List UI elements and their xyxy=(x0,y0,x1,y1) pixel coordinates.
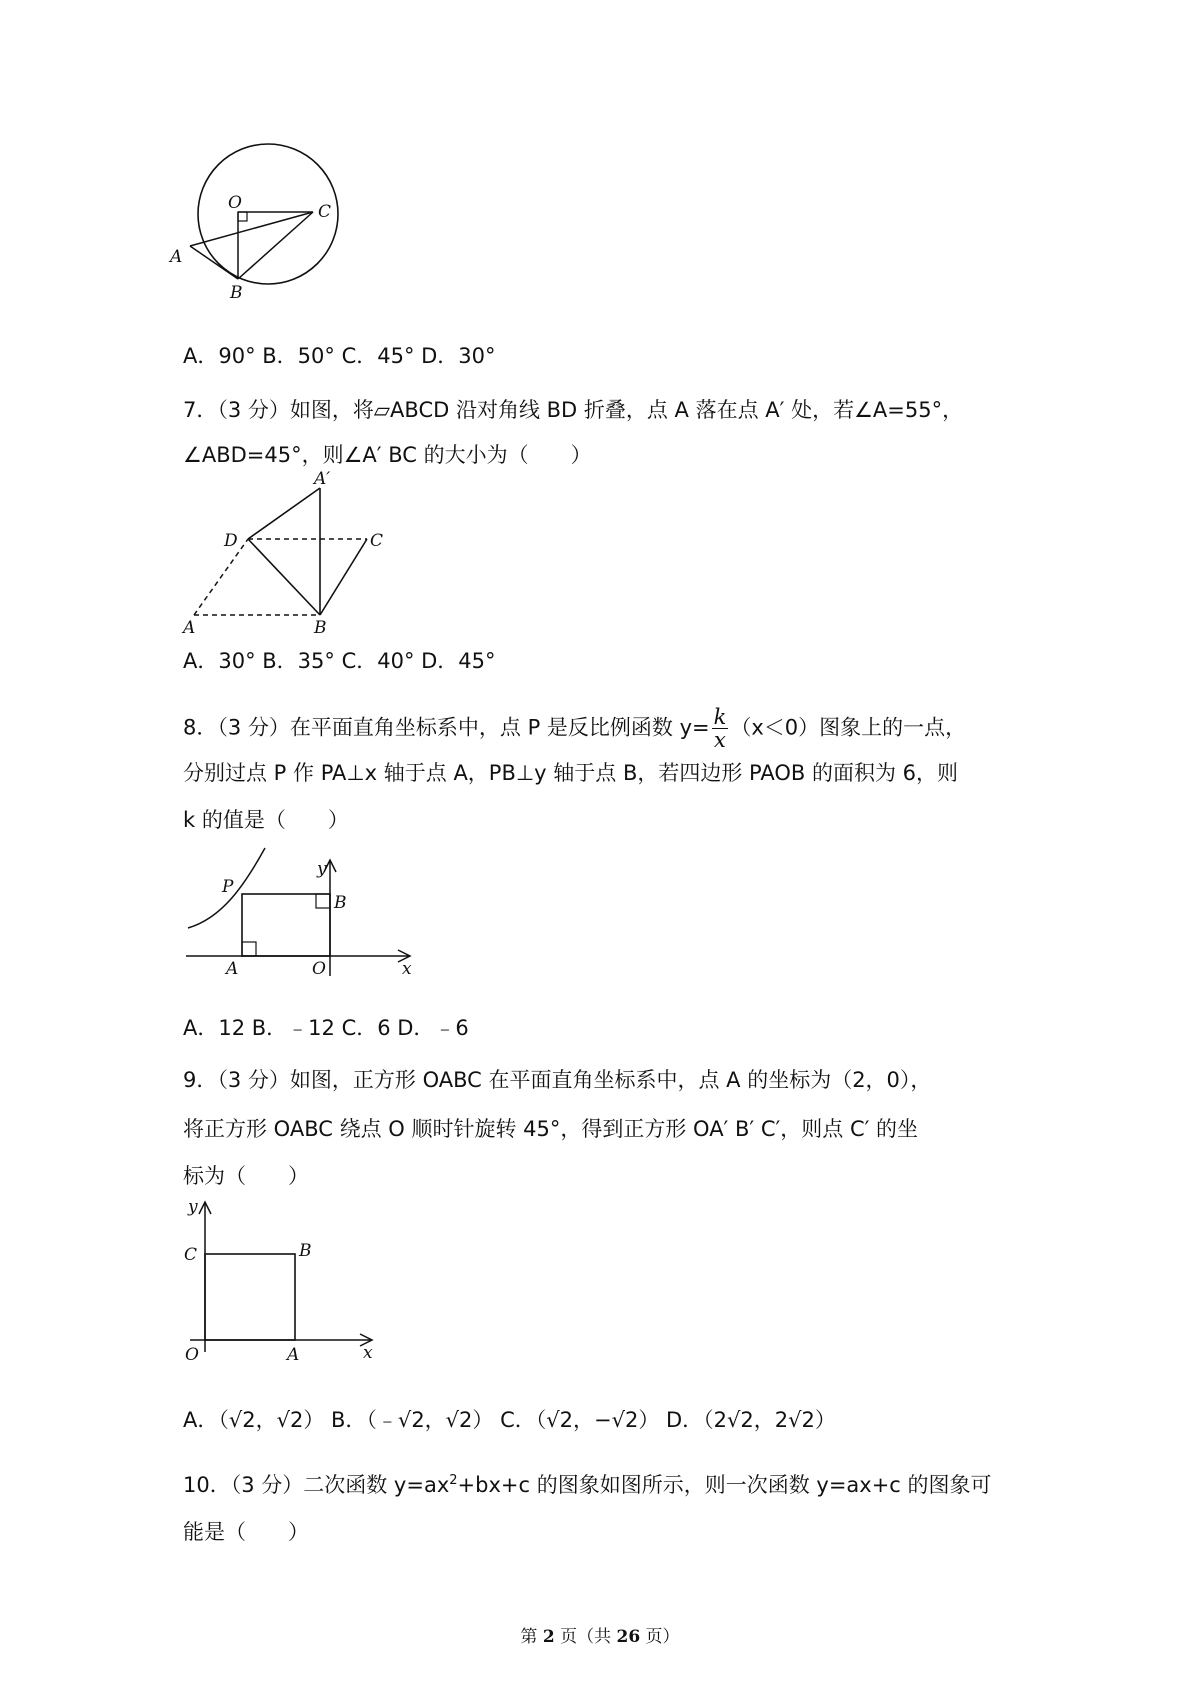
q8-coordinate-figure xyxy=(182,846,422,981)
q10-stem-line1-pre: 10．（3 分）二次函数 y=ax xyxy=(183,1473,450,1497)
footer-post: 页） xyxy=(640,1627,680,1647)
q8-stem-line1-pre: 8．（3 分）在平面直角坐标系中，点 P 是反比例函数 y= xyxy=(183,715,710,740)
q9-stem-line1: 9．（3 分）如图，正方形 OABC 在平面直角坐标系中，点 A 的坐标为（2，0）， xyxy=(183,1068,932,1092)
label-O: O xyxy=(228,193,242,213)
label-B: B xyxy=(334,893,347,913)
q8-fraction-denominator: x xyxy=(714,728,726,752)
label-y: y xyxy=(317,859,327,879)
q9-options: A．（√2，√2） B．（﹣√2，√2） C．（√2，−√2） D．（2√2，2√2） xyxy=(183,1408,836,1432)
footer-mid: 页（共 xyxy=(554,1627,617,1647)
q8-stem-line1-post: （x＜0）图象上的一点， xyxy=(730,715,967,740)
label-A: A xyxy=(287,1345,300,1365)
q8-fraction-numerator: k xyxy=(713,705,727,729)
label-C: C xyxy=(318,202,332,222)
label-A: A xyxy=(170,247,183,267)
q6-options: A．90° B．50° C．45° D．30° xyxy=(183,344,496,368)
q8-stem-line1 xyxy=(183,706,966,751)
label-C: C xyxy=(184,1245,198,1265)
q7-parallelogram-figure xyxy=(180,469,400,640)
label-A: A xyxy=(183,618,196,638)
q10-stem-line1 xyxy=(183,1466,992,1500)
footer-pre: 第 xyxy=(520,1627,543,1647)
q7-stem-line2: ∠ABD=45°，则∠A′ BC 的大小为（ ） xyxy=(183,443,592,467)
q8-options: A．12 B．﹣12 C．6 D．﹣6 xyxy=(183,1016,469,1040)
label-A-prime: A′ xyxy=(314,469,331,489)
q9-stem-line3: 标为（ ） xyxy=(183,1164,309,1188)
q10-exponent: 2 xyxy=(449,1473,458,1488)
footer-total-pages: 26 xyxy=(616,1627,641,1647)
label-C: C xyxy=(370,531,384,551)
q8-stem-line3: k 的值是（ ） xyxy=(183,808,349,832)
q9-square-figure xyxy=(180,1192,380,1372)
label-P: P xyxy=(222,877,234,897)
label-x: x xyxy=(363,1343,373,1363)
label-x: x xyxy=(402,959,412,979)
q10-stem-line1-post: +bx+c 的图象如图所示，则一次函数 y=ax+c 的图象可 xyxy=(457,1473,992,1497)
label-D: D xyxy=(224,531,238,551)
label-A: A xyxy=(226,959,239,979)
label-B: B xyxy=(299,1241,312,1261)
page-footer xyxy=(0,1622,1200,1647)
q9-stem-line2: 将正方形 OABC 绕点 O 顺时针旋转 45°，得到正方形 OA′ B′ C′，则点 C′ 的坐 xyxy=(183,1117,919,1141)
label-O: O xyxy=(312,959,326,979)
q7-options: A．30° B．35° C．40° D．45° xyxy=(183,649,496,673)
footer-page-number: 2 xyxy=(542,1627,555,1647)
label-O: O xyxy=(185,1345,199,1365)
q10-stem-line2: 能是（ ） xyxy=(183,1520,309,1544)
label-y: y xyxy=(188,1197,198,1217)
q7-stem-line1: 7．（3 分）如图，将▱ABCD 沿对角线 BD 折叠，点 A 落在点 A′ 处，若∠A=55°， xyxy=(183,398,964,422)
q8-fraction xyxy=(712,706,729,751)
q6-circle-figure xyxy=(170,136,370,306)
label-B: B xyxy=(314,618,327,638)
label-B: B xyxy=(230,283,243,303)
q8-stem-line2: 分别过点 P 作 PA⊥x 轴于点 A，PB⊥y 轴于点 B，若四边形 PAOB 的面积为 6，则 xyxy=(183,761,958,785)
